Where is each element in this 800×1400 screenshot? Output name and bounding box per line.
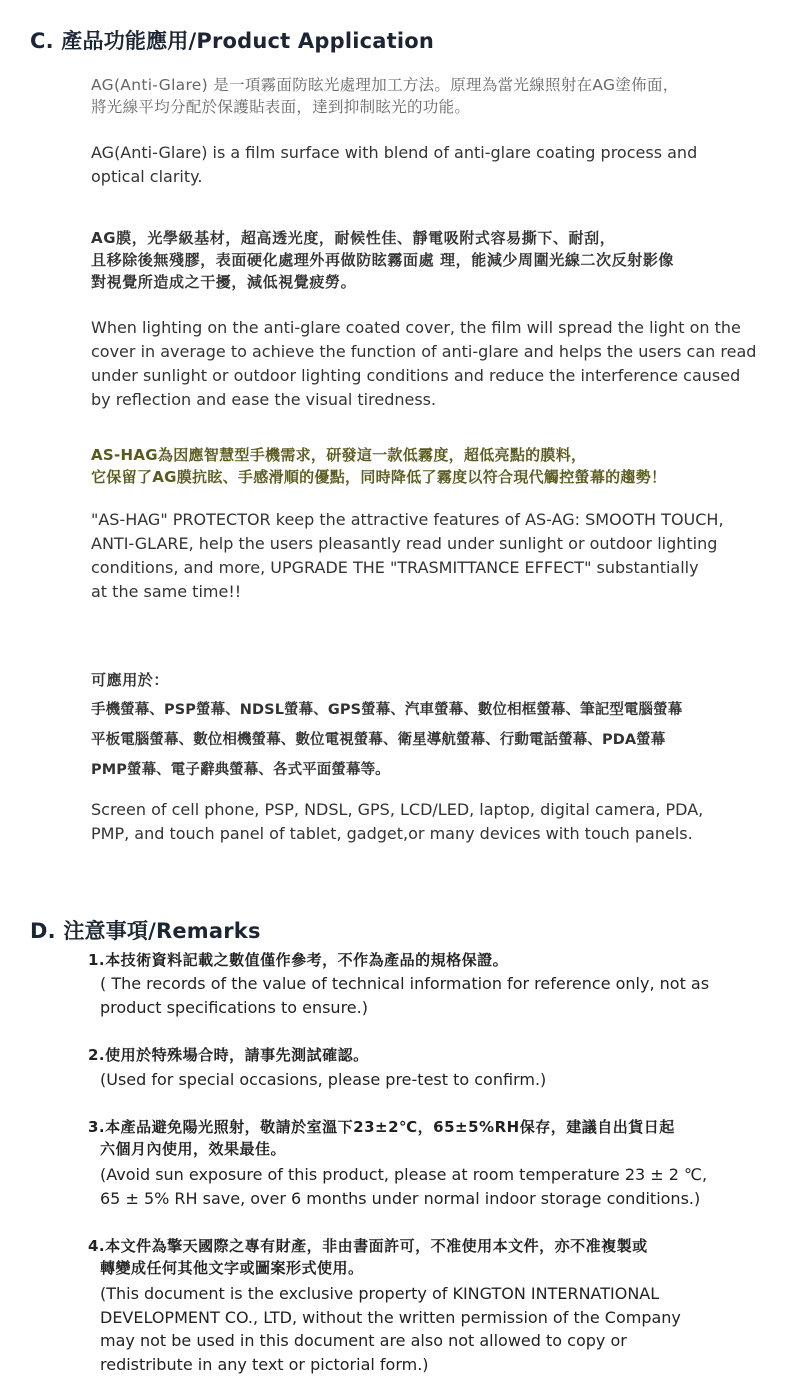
ag-description-zh <box>91 74 679 118</box>
text-line: When lighting on the anti-glare coated cover, the film will spread the light on the <box>91 318 741 337</box>
text-line: "AS-HAG" PROTECTOR keep the attractive features of AS-AG: SMOOTH TOUCH, <box>91 510 724 529</box>
text-line: PMP, and touch panel of tablet, gadget,or many devices with touch panels. <box>91 824 693 843</box>
text-line: AG(Anti-Glare) 是一項霧面防眩光處理加工方法。原理為當光線照射在AG塗佈面， <box>91 76 679 94</box>
text-line: Screen of cell phone, PSP, NDSL, GPS, LCD/LED, laptop, digital camera, PDA, <box>91 800 704 819</box>
remark-4-zh <box>88 1235 648 1279</box>
remark-3-zh <box>88 1116 675 1160</box>
as-hag-description-zh <box>91 444 666 488</box>
text-line: 將光線平均分配於保護貼表面，達到抑制眩光的功能。 <box>91 98 471 116</box>
text-line: product specifications to ensure.) <box>100 997 368 1017</box>
remark-1-zh <box>88 949 508 971</box>
section-d-title: D. 注意事項/Remarks <box>30 919 261 943</box>
text-line: under sunlight or outdoor lighting conditions and reduce the interference caused <box>91 366 741 385</box>
section-c-title: C. 產品功能應用/Product Application <box>30 29 435 53</box>
text-line: (This document is the exclusive property of KINGTON INTERNATIONAL <box>100 1284 660 1303</box>
ag-description-en <box>91 141 697 189</box>
remark-4-en <box>100 1282 681 1376</box>
text-line: 手機螢幕、PSP螢幕、NDSL螢幕、GPS螢幕、汽車螢幕、數位相框螢幕、筆記型電腦螢幕 <box>91 702 683 718</box>
text-line: optical clarity. <box>91 167 203 186</box>
text-line: 1.本技術資料記載之數值僅作參考，不作為產品的規格保證。 <box>88 951 509 969</box>
text-line: conditions, and more, UPGRADE THE "TRASMITTANCE EFFECT" substantially <box>91 558 699 577</box>
remark-2-zh <box>88 1044 369 1066</box>
text-line: 轉變成任何其他文字或圖案形式使用。 <box>100 1259 364 1277</box>
text-line: at the same time!! <box>91 582 242 601</box>
ag-film-description-zh <box>91 227 674 293</box>
text-line: by reflection and ease the visual tiredness. <box>91 390 437 409</box>
remark-1-en <box>100 972 709 1019</box>
text-line: 4.本文件為擎天國際之專有財產，非由書面許可，不准使用本文件，亦不准複製或 <box>88 1237 648 1255</box>
text-line: ANTI-GLARE, help the users pleasantly read under sunlight or outdoor lighting <box>91 534 718 553</box>
applicable-screens-zh <box>91 695 682 785</box>
text-line: AG膜，光學級基材，超高透光度，耐候性佳、靜電吸附式容易撕下、耐刮， <box>91 229 616 247</box>
text-line: 平板電腦螢幕、數位相機螢幕、數位電視螢幕、衛星導航螢幕、行動電話螢幕、PDA螢幕 <box>91 732 666 748</box>
text-line: (Avoid sun exposure of this product, please at room temperature 23 ± 2 ℃, <box>100 1165 708 1184</box>
text-line: 3.本產品避免陽光照射，敬請於室溫下23±2℃，65±5%RH保存，建議自出貨日起 <box>88 1118 675 1136</box>
text-line: DEVELOPMENT CO., LTD, without the written permission of the Company <box>100 1307 681 1327</box>
text-line: 65 ± 5% RH save, over 6 months under normal indoor storage conditions.) <box>100 1188 701 1208</box>
text-line: 它保留了AG膜抗眩、手感滑順的優點，同時降低了霧度以符合現代觸控螢幕的趨勢！ <box>91 468 667 486</box>
text-line: PMP螢幕、電子辭典螢幕、各式平面螢幕等。 <box>91 762 390 778</box>
text-line: may not be used in this document are also not allowed to copy or <box>100 1331 627 1350</box>
text-line: 且移除後無殘膠，表面硬化處理外再做防眩霧面處 理，能減少周圍光線二次反射影像 <box>91 251 675 269</box>
ag-film-description-en <box>91 316 756 412</box>
as-hag-description-en <box>91 508 724 604</box>
text-line: ( The records of the value of technical information for reference only, not as <box>100 974 710 993</box>
applicable-screens-en <box>91 798 703 846</box>
applicable-label: 可應用於： <box>91 671 170 689</box>
text-line: cover in average to achieve the function of anti-glare and helps the users can read <box>91 342 757 361</box>
text-line: 對視覺所造成之干擾，減低視覺疲勞。 <box>91 273 357 291</box>
text-line: (Used for special occasions, please pre-test to confirm.) <box>100 1070 547 1089</box>
remark-3-en <box>100 1163 707 1210</box>
text-line: AG(Anti-Glare) is a film surface with blend of anti-glare coating process and <box>91 143 698 162</box>
text-line: redistribute in any text or pictorial form.) <box>100 1354 429 1374</box>
text-line: 六個月內使用，效果最佳。 <box>100 1140 287 1158</box>
remark-2-en <box>100 1068 546 1092</box>
text-line: 2.使用於特殊場合時，請事先測試確認。 <box>88 1046 369 1064</box>
text-line: AS-HAG為因應智慧型手機需求，研發這一款低霧度，超低亮點的膜料， <box>91 446 587 464</box>
